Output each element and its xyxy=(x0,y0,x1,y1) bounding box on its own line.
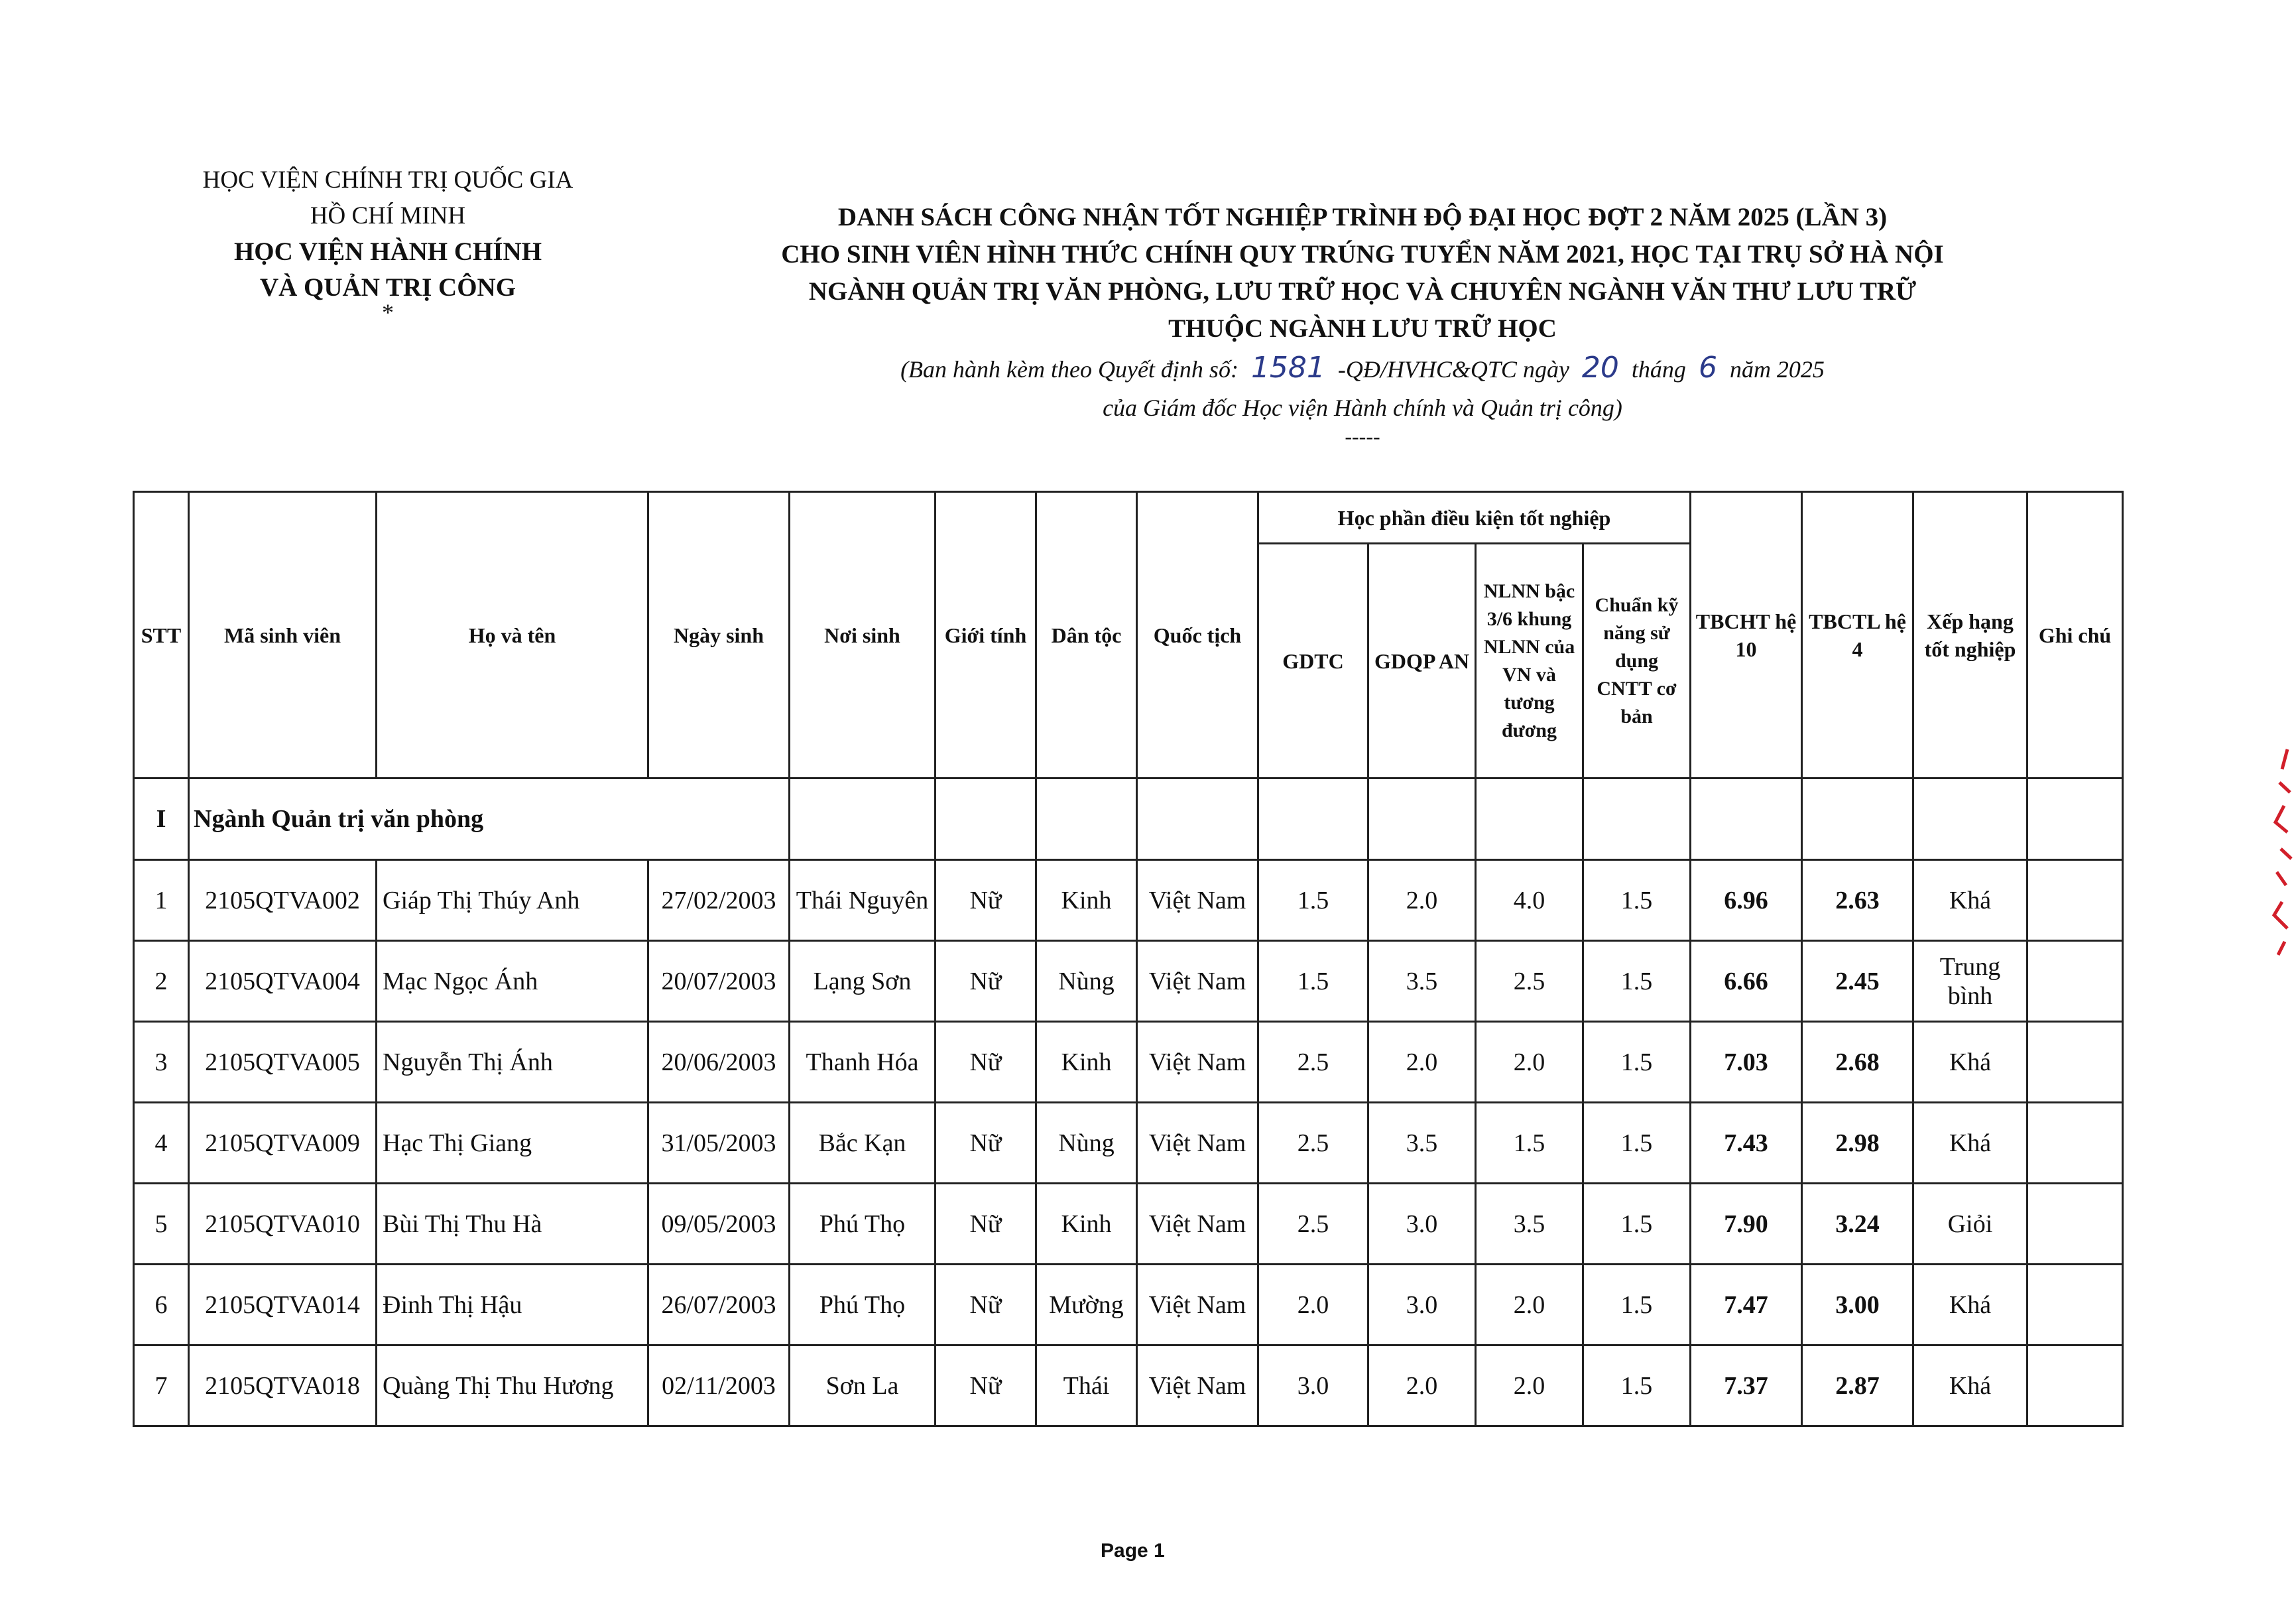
row-stt: 4 xyxy=(134,1103,189,1184)
section-number: I xyxy=(134,779,189,860)
student-name: Mạc Ngọc Ánh xyxy=(377,941,648,1022)
note xyxy=(2027,1184,2123,1265)
ranking: Giỏi xyxy=(1913,1184,2027,1265)
nationality: Việt Nam xyxy=(1137,1184,1258,1265)
row-stt: 2 xyxy=(134,941,189,1022)
header-ethnicity: Dân tộc xyxy=(1036,492,1137,779)
nlnn-score: 4.0 xyxy=(1476,860,1583,941)
nationality: Việt Nam xyxy=(1137,941,1258,1022)
header-ranking: Xếp hạng tốt nghiệp xyxy=(1913,492,2027,779)
header-nationality: Quốc tịch xyxy=(1137,492,1258,779)
nationality: Việt Nam xyxy=(1137,1345,1258,1426)
student-id: 2105QTVA014 xyxy=(189,1265,377,1345)
nlnn-score: 3.5 xyxy=(1476,1184,1583,1265)
cntt-score: 1.5 xyxy=(1583,1345,1691,1426)
gdtc-score: 2.5 xyxy=(1258,1103,1368,1184)
tbcht-score: 6.66 xyxy=(1691,941,1802,1022)
tbctl-score: 2.45 xyxy=(1802,941,1913,1022)
row-stt: 1 xyxy=(134,860,189,941)
ethnicity: Kinh xyxy=(1036,860,1137,941)
ranking: Khá xyxy=(1913,1022,2027,1103)
tbctl-score: 3.00 xyxy=(1802,1265,1913,1345)
nationality: Việt Nam xyxy=(1137,1265,1258,1345)
header-cntt: Chuẩn kỹ năng sử dụng CNTT cơ bản xyxy=(1583,544,1691,779)
decision-month: 6 xyxy=(1698,351,1717,385)
birth-place: Phú Thọ xyxy=(790,1184,936,1265)
stamp-fragment xyxy=(2267,743,2294,962)
decision-issuer: của Giám đốc Học viện Hành chính và Quản trị công) xyxy=(1103,395,1622,421)
tbctl-score: 2.68 xyxy=(1802,1022,1913,1103)
gdqpan-score: 3.5 xyxy=(1368,1103,1476,1184)
table-row xyxy=(134,941,2123,1022)
header-graduation-conditions: Học phần điều kiện tốt nghiệp xyxy=(1258,492,1691,544)
ranking: Khá xyxy=(1913,1345,2027,1426)
header-gdqpan: GDQP AN xyxy=(1368,544,1476,779)
gdqpan-score: 2.0 xyxy=(1368,1345,1476,1426)
tbcht-score: 6.96 xyxy=(1691,860,1802,941)
header-full-name: Họ và tên xyxy=(377,492,648,779)
cntt-score: 1.5 xyxy=(1583,1184,1691,1265)
ethnicity: Mường xyxy=(1036,1265,1137,1345)
section-cell xyxy=(1583,779,1691,860)
nlnn-score: 2.5 xyxy=(1476,941,1583,1022)
section-cell xyxy=(1036,779,1137,860)
ranking: Trung bình xyxy=(1913,941,2027,1022)
gdqpan-score: 2.0 xyxy=(1368,860,1476,941)
ethnicity: Nùng xyxy=(1036,1103,1137,1184)
tbctl-score: 2.63 xyxy=(1802,860,1913,941)
student-id: 2105QTVA002 xyxy=(189,860,377,941)
section-cell xyxy=(790,779,936,860)
gender: Nữ xyxy=(936,1345,1036,1426)
org-line-3: HỌC VIỆN HÀNH CHÍNH xyxy=(233,237,542,266)
tbcht-score: 7.43 xyxy=(1691,1103,1802,1184)
row-stt: 7 xyxy=(134,1345,189,1426)
birth-date: 31/05/2003 xyxy=(648,1103,790,1184)
ranking: Khá xyxy=(1913,1265,2027,1345)
table-row xyxy=(134,1103,2123,1184)
decision-number: 1581 xyxy=(1250,351,1325,385)
gdtc-score: 2.5 xyxy=(1258,1184,1368,1265)
gdtc-score: 1.5 xyxy=(1258,941,1368,1022)
page-number: Page 1 xyxy=(1101,1540,1165,1562)
birth-date: 09/05/2003 xyxy=(648,1184,790,1265)
ranking: Khá xyxy=(1913,860,2027,941)
student-id: 2105QTVA004 xyxy=(189,941,377,1022)
ethnicity: Kinh xyxy=(1036,1184,1137,1265)
tbctl-score: 2.87 xyxy=(1802,1345,1913,1426)
org-star: * xyxy=(382,299,394,326)
title-line-2: CHO SINH VIÊN HÌNH THỨC CHÍNH QUY TRÚNG TUYỂN NĂM 2021, HỌC TẠI TRỤ SỞ HÀ NỘI xyxy=(781,240,1944,269)
section-row xyxy=(134,779,2123,860)
title-line-4: THUỘC NGÀNH LƯU TRỮ HỌC xyxy=(1168,314,1557,343)
section-title: Ngành Quản trị văn phòng xyxy=(189,779,790,860)
student-id: 2105QTVA005 xyxy=(189,1022,377,1103)
table-row xyxy=(134,1184,2123,1265)
student-id: 2105QTVA009 xyxy=(189,1103,377,1184)
cntt-score: 1.5 xyxy=(1583,860,1691,941)
nationality: Việt Nam xyxy=(1137,860,1258,941)
note xyxy=(2027,1345,2123,1426)
title-line-3: NGÀNH QUẢN TRỊ VĂN PHÒNG, LƯU TRỮ HỌC VÀ CHUYÊN NGÀNH VĂN THƯ LƯU TRỮ xyxy=(808,277,1917,306)
header-gdtc: GDTC xyxy=(1258,544,1368,779)
nationality: Việt Nam xyxy=(1137,1103,1258,1184)
section-cell xyxy=(1258,779,1368,860)
section-cell xyxy=(1137,779,1258,860)
gender: Nữ xyxy=(936,941,1036,1022)
student-name: Giáp Thị Thúy Anh xyxy=(377,860,648,941)
decision-suffix: -QĐ/HVHC&QTC ngày xyxy=(1337,356,1569,383)
table-row xyxy=(134,1265,2123,1345)
section-cell xyxy=(1913,779,2027,860)
cntt-score: 1.5 xyxy=(1583,1103,1691,1184)
table-row xyxy=(134,1345,2123,1426)
ranking: Khá xyxy=(1913,1103,2027,1184)
note xyxy=(2027,1022,2123,1103)
decision-prefix: (Ban hành kèm theo Quyết định số: xyxy=(900,356,1239,383)
cntt-score: 1.5 xyxy=(1583,1265,1691,1345)
gdqpan-score: 3.0 xyxy=(1368,1184,1476,1265)
student-id: 2105QTVA018 xyxy=(189,1345,377,1426)
decision-year-label: năm 2025 xyxy=(1729,356,1825,383)
note xyxy=(2027,941,2123,1022)
row-stt: 5 xyxy=(134,1184,189,1265)
birth-date: 20/06/2003 xyxy=(648,1022,790,1103)
table-row xyxy=(134,860,2123,941)
graduates-table xyxy=(133,491,2124,1427)
birth-place: Phú Thọ xyxy=(790,1265,936,1345)
student-name: Hạc Thị Giang xyxy=(377,1103,648,1184)
org-line-4: VÀ QUẢN TRỊ CÔNG xyxy=(259,273,516,302)
birth-place: Thanh Hóa xyxy=(790,1022,936,1103)
header-tbctl: TBCTL hệ 4 xyxy=(1802,492,1913,779)
header-gender: Giới tính xyxy=(936,492,1036,779)
gender: Nữ xyxy=(936,1103,1036,1184)
ethnicity: Thái xyxy=(1036,1345,1137,1426)
ethnicity: Kinh xyxy=(1036,1022,1137,1103)
section-cell xyxy=(1691,779,1802,860)
nlnn-score: 1.5 xyxy=(1476,1103,1583,1184)
tbcht-score: 7.37 xyxy=(1691,1345,1802,1426)
title-line-1: DANH SÁCH CÔNG NHẬN TỐT NGHIỆP TRÌNH ĐỘ ĐẠI HỌC ĐỢT 2 NĂM 2025 (LẦN 3) xyxy=(837,203,1888,231)
section-cell xyxy=(1368,779,1476,860)
birth-place: Sơn La xyxy=(790,1345,936,1426)
gdtc-score: 2.5 xyxy=(1258,1022,1368,1103)
gdqpan-score: 2.0 xyxy=(1368,1022,1476,1103)
cntt-score: 1.5 xyxy=(1583,941,1691,1022)
note xyxy=(2027,1265,2123,1345)
decision-day: 20 xyxy=(1581,351,1619,385)
gdtc-score: 2.0 xyxy=(1258,1265,1368,1345)
gender: Nữ xyxy=(936,1265,1036,1345)
separator: ----- xyxy=(1345,424,1380,448)
gdqpan-score: 3.0 xyxy=(1368,1265,1476,1345)
note xyxy=(2027,860,2123,941)
birth-date: 20/07/2003 xyxy=(648,941,790,1022)
header-birth-place: Nơi sinh xyxy=(790,492,936,779)
tbctl-score: 2.98 xyxy=(1802,1103,1913,1184)
gender: Nữ xyxy=(936,1022,1036,1103)
header-note: Ghi chú xyxy=(2027,492,2123,779)
nlnn-score: 2.0 xyxy=(1476,1345,1583,1426)
gdtc-score: 1.5 xyxy=(1258,860,1368,941)
tbcht-score: 7.03 xyxy=(1691,1022,1802,1103)
table-row xyxy=(134,1022,2123,1103)
organization-header xyxy=(126,162,650,326)
section-cell xyxy=(936,779,1036,860)
document-title-block xyxy=(756,199,1969,448)
decision-month-label: tháng xyxy=(1631,356,1686,383)
cntt-score: 1.5 xyxy=(1583,1022,1691,1103)
birth-date: 27/02/2003 xyxy=(648,860,790,941)
student-name: Đinh Thị Hậu xyxy=(377,1265,648,1345)
gdtc-score: 3.0 xyxy=(1258,1345,1368,1426)
student-name: Quàng Thị Thu Hương xyxy=(377,1345,648,1426)
student-name: Nguyễn Thị Ánh xyxy=(377,1022,648,1103)
tbcht-score: 7.47 xyxy=(1691,1265,1802,1345)
nlnn-score: 2.0 xyxy=(1476,1265,1583,1345)
org-line-2: HỒ CHÍ MINH xyxy=(310,202,466,229)
row-stt: 3 xyxy=(134,1022,189,1103)
row-stt: 6 xyxy=(134,1265,189,1345)
student-id: 2105QTVA010 xyxy=(189,1184,377,1265)
birth-place: Lạng Sơn xyxy=(790,941,936,1022)
student-name: Bùi Thị Thu Hà xyxy=(377,1184,648,1265)
nationality: Việt Nam xyxy=(1137,1022,1258,1103)
header-student-id: Mã sinh viên xyxy=(189,492,377,779)
nlnn-score: 2.0 xyxy=(1476,1022,1583,1103)
birth-place: Thái Nguyên xyxy=(790,860,936,941)
tbctl-score: 3.24 xyxy=(1802,1184,1913,1265)
ethnicity: Nùng xyxy=(1036,941,1137,1022)
gender: Nữ xyxy=(936,860,1036,941)
header-birth-date: Ngày sinh xyxy=(648,492,790,779)
note xyxy=(2027,1103,2123,1184)
section-cell xyxy=(2027,779,2123,860)
header-stt: STT xyxy=(134,492,189,779)
gdqpan-score: 3.5 xyxy=(1368,941,1476,1022)
tbcht-score: 7.90 xyxy=(1691,1184,1802,1265)
header-tbcht: TBCHT hệ 10 xyxy=(1691,492,1802,779)
birth-place: Bắc Kạn xyxy=(790,1103,936,1184)
header-nlnn: NLNN bậc 3/6 khung NLNN của VN và tương đương xyxy=(1476,544,1583,779)
gender: Nữ xyxy=(936,1184,1036,1265)
birth-date: 02/11/2003 xyxy=(648,1345,790,1426)
birth-date: 26/07/2003 xyxy=(648,1265,790,1345)
section-cell xyxy=(1476,779,1583,860)
org-line-1: HỌC VIỆN CHÍNH TRỊ QUỐC GIA xyxy=(202,166,574,194)
decision-reference xyxy=(756,350,1969,387)
section-cell xyxy=(1802,779,1913,860)
